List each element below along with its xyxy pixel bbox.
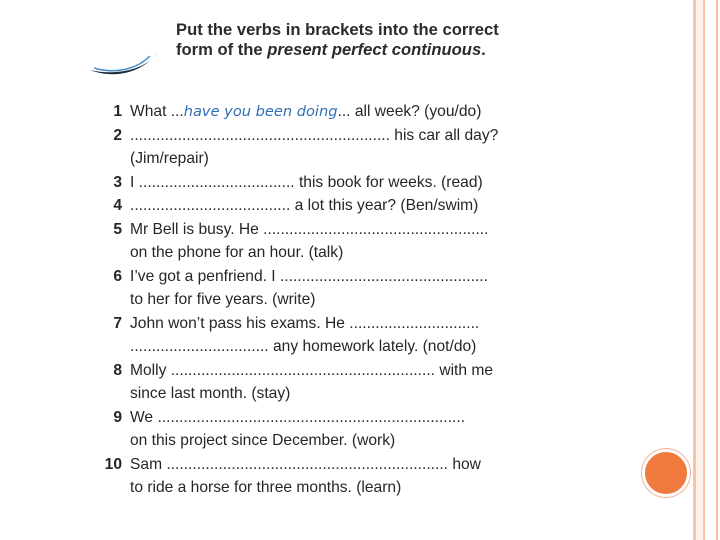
exercise-number: 6 (113, 267, 122, 285)
title-italic: present perfect continuous (267, 40, 482, 59)
exercise-list (100, 100, 570, 500)
exercise-item (100, 218, 570, 265)
sentence-line: John won’t pass his exams. He .............................. (130, 314, 480, 332)
exercise-sentence (130, 406, 570, 453)
exercise-sentence (130, 194, 570, 218)
exercise-number: 9 (113, 408, 122, 426)
exercise-item (100, 100, 570, 124)
instruction-title (176, 20, 536, 60)
exercise-number: 3 (113, 173, 122, 191)
exercise-number: 8 (113, 361, 122, 379)
slide-edge-rule (693, 0, 696, 540)
sentence-line: on this project since December. (work) (130, 432, 396, 449)
sentence-line: ..................................... a lot this year? (Ben/swim) (130, 197, 479, 214)
exercise-sentence (130, 359, 570, 406)
exercise-number: 7 (113, 314, 122, 332)
exercise-sentence (130, 312, 570, 359)
sentence-line: Molly ............................................................. with me (130, 361, 494, 379)
sentence-text: What ... (130, 103, 184, 120)
exercise-number: 4 (113, 197, 122, 214)
exercise-number: 1 (113, 103, 122, 120)
sentence-line: ................................ any homework lately. (not/do) (130, 338, 477, 355)
exercise-item (100, 312, 570, 359)
sentence-line: (Jim/repair) (130, 150, 209, 167)
sentence-line: I’ve got a penfriend. I ................................................ (130, 267, 488, 285)
sentence-line: ............................................................ his car all day? (130, 126, 499, 144)
slide-edge-rule (716, 0, 718, 540)
exercise-item (100, 194, 570, 218)
exercise-item (100, 265, 570, 312)
exercise-sentence (130, 218, 570, 265)
exercise-sentence (130, 171, 570, 195)
sentence-line: Mr Bell is busy. He .................................................... (130, 220, 489, 238)
exercise-sentence (130, 265, 570, 312)
exercise-sentence (130, 100, 570, 124)
exercise-number: 5 (113, 220, 122, 238)
exercise-sentence (130, 453, 570, 500)
slide-edge-rule (703, 0, 705, 540)
exercise-item (100, 171, 570, 195)
sentence-line: I .................................... this book for weeks. (read) (130, 173, 483, 191)
sentence-line (130, 100, 570, 124)
orange-circle-decoration (642, 449, 690, 497)
exercise-number: 10 (104, 455, 122, 473)
sentence-line: to her for five years. (write) (130, 291, 316, 308)
title-end: . (481, 40, 486, 59)
title-text: Put the verbs in brackets into the correct form of the (176, 20, 499, 59)
slide-edge-fill (696, 0, 703, 540)
exercise-number: 2 (113, 126, 122, 144)
exercise-item (100, 406, 570, 453)
exercise-item (100, 453, 570, 500)
exercise-item (100, 124, 570, 171)
swoosh-icon (88, 46, 162, 80)
sentence-line: to ride a horse for three months. (learn) (130, 479, 402, 496)
example-answer: have you been doing (183, 103, 338, 120)
exercise-item (100, 359, 570, 406)
sentence-line: Sam ................................................................. how (130, 455, 481, 473)
sentence-line: since last month. (stay) (130, 385, 291, 402)
sentence-line: on the phone for an hour. (talk) (130, 244, 344, 261)
exercise-sentence (130, 124, 570, 171)
sentence-line: We ....................................................................... (130, 408, 466, 426)
sentence-text: ... all week? (you/do) (337, 103, 482, 120)
